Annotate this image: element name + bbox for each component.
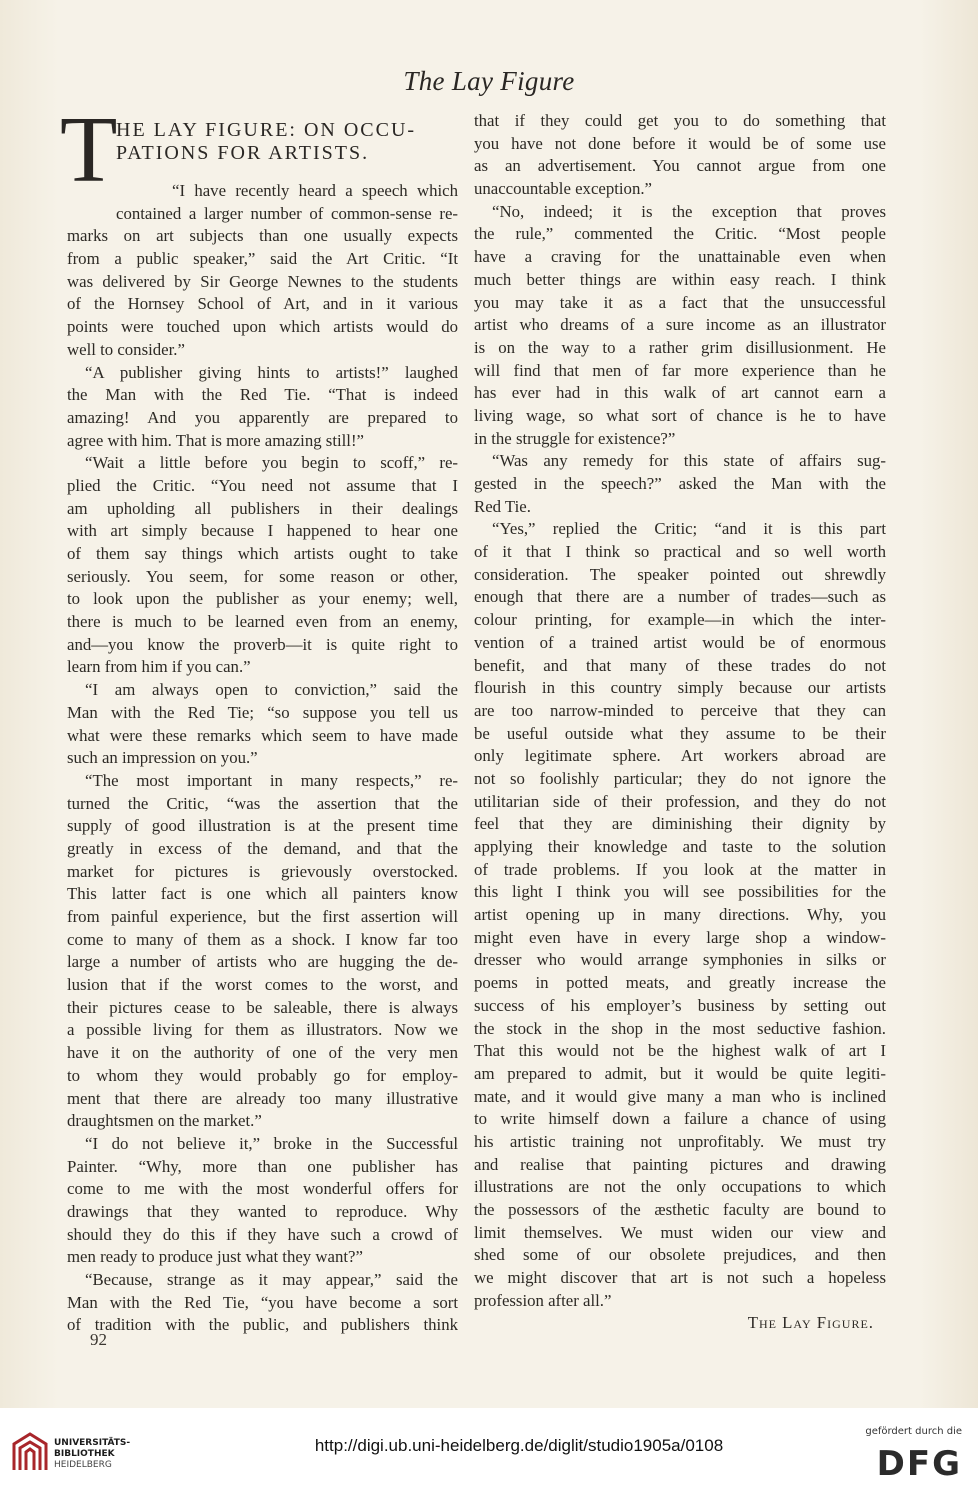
text-line: feel that they are diminishing their dignity by [474, 814, 886, 834]
text-line: a possible living for them as illustrators. Now we [67, 1020, 458, 1040]
text-line: shed some of our obsolete prejudices, and then [474, 1245, 886, 1265]
text-line: this light I think you will see possibilities for the [474, 882, 886, 902]
text-line: with art simply because I happened to hear one [67, 521, 458, 541]
text-line: much better things are within easy reach. I think [474, 269, 886, 289]
text-line: artist opening up in many directions. Why, you [474, 905, 886, 925]
text-line: amazing! And you apparently are prepared to [67, 407, 458, 427]
library-name-line-1: UNIVERSITÄTS- [54, 1438, 131, 1448]
right-column-text [474, 110, 886, 1312]
text-line: come to many of them as a shock. I know far too [67, 929, 458, 949]
text-line: Painter. “Why, more than one publisher has [67, 1156, 458, 1176]
text-line: the stock in the shop in the most seductive fashion. [474, 1018, 886, 1038]
text-line: am upholding all publishers in their dealings [67, 498, 458, 518]
text-line: from painful experience, but the first assertion will [67, 907, 458, 926]
text-line: has ever had in this walk of art cannot earn a [474, 383, 886, 403]
text-line: applying their knowledge and taste to the solution [474, 837, 886, 856]
text-line: Man with the Red Tie; “so suppose you tell us [67, 702, 458, 722]
text-line: dresser who would arrange symphonies in silks or [474, 950, 886, 970]
text-line: supply of good illustration is at the present time [67, 816, 458, 836]
text-line: will find that men of far more experience than he [474, 360, 886, 380]
text-line: benefit, and that many of these trades do not [474, 655, 886, 675]
text-line: lusion that if the worst comes to the worst, and [67, 975, 458, 995]
text-line: greatly in excess of the demand, and that the [67, 838, 458, 858]
footer-bar [0, 1408, 978, 1492]
text-line: well to consider.” [67, 339, 185, 359]
text-line: might even have in every large shop a window- [474, 927, 886, 947]
text-line: is on the way to a rather grim disillusionment. He [474, 337, 886, 357]
signature: The Lay Figure. [747, 1313, 874, 1333]
right-column [474, 110, 886, 1335]
text-line: to whom they would probably go for employ- [67, 1065, 458, 1085]
text-line: from a public speaker,” said the Art Critic. “It [67, 249, 458, 269]
text-line: learn from him if you can.” [67, 657, 251, 677]
title-line-2: PATIONS FOR ARTISTS. [116, 142, 370, 164]
text-line: have it on the authority of one of the very men [67, 1043, 458, 1063]
text-line: living wage, so what sort of chance is he to have [474, 405, 886, 425]
text-line: be useful outside what they assume to be their [474, 723, 886, 743]
text-line: “Was any remedy for this state of affairs sug- [492, 451, 886, 471]
text-line: not so foolishly particular; they do not ignore the [474, 768, 886, 788]
text-line: limit themselves. We must widen our view and [474, 1222, 886, 1242]
text-line: you may take it as a fact that the unsuccessful [474, 292, 886, 312]
text-line: to look upon the publisher as your enemy; well, [67, 589, 458, 609]
text-line: colour printing, for example—in which the inter- [474, 610, 886, 630]
text-line: only legitimate sphere. Art workers abroad are [474, 746, 886, 766]
library-name-line-2: BIBLIOTHEK [54, 1449, 115, 1459]
text-line: in the struggle for existence?” [474, 428, 676, 448]
text-line: mate, and it would give many a man who is inclined [474, 1086, 886, 1106]
text-line: “I have recently heard a speech which [172, 181, 458, 200]
text-line: “A publisher giving hints to artists!” laughed [85, 362, 458, 382]
text-line: points were touched upon which artists would do [67, 317, 458, 337]
text-line: “Wait a little before you begin to scoff,” re- [85, 453, 458, 473]
text-line: of trade problems. If you look at the matter in [474, 859, 886, 879]
text-line: men ready to produce just what they want?” [67, 1247, 363, 1267]
left-column-text [67, 180, 458, 1337]
dfg-logo: DFG [876, 1444, 962, 1484]
text-line: unaccountable exception.” [474, 179, 652, 199]
left-column [60, 98, 458, 1337]
text-line: of tradition with the public, and publishers think [67, 1315, 458, 1335]
text-line: flourish in this country simply because our artists [474, 678, 886, 698]
text-line: the possessors of the æsthetic faculty are bound to [474, 1200, 886, 1219]
text-line: vention of a trained artist would be of enormous [474, 632, 886, 652]
text-line: “Yes,” replied the Critic; “and it is this part [492, 519, 886, 539]
text-line: large a number of artists who are hugging the de- [67, 952, 458, 972]
text-line: are too narrow-minded to perceive that they can [474, 700, 886, 720]
text-line: enough that there are a number of trades—such as [474, 587, 886, 607]
text-line: seriously. You seem, for some reason or other, [67, 566, 458, 586]
text-line: “The most important in many respects,” re- [85, 770, 458, 790]
text-line: gested in the speech?” asked the Man with the [474, 474, 886, 493]
text-line: of the Hornsey School of Art, and in it various [67, 294, 458, 314]
text-line: marks on art subjects than one usually expects [67, 226, 458, 246]
text-line: “I am always open to conviction,” said the [85, 680, 458, 700]
text-line: illustrations are not the only occupations to which [474, 1177, 886, 1197]
text-line: Red Tie. [474, 496, 531, 516]
text-line: “No, indeed; it is the exception that proves [492, 201, 886, 221]
text-line: what were these remarks which seem to have made [67, 725, 458, 745]
text-line: success of his employer’s business by setting out [474, 995, 886, 1015]
text-line: was delivered by Sir George Newnes to the students [67, 271, 458, 291]
text-line: artist who dreams of a sure income as an illustrator [474, 315, 886, 335]
text-line: draughtsmen on the market.” [67, 1111, 262, 1131]
text-line: and realise that painting pictures and drawing [474, 1154, 886, 1174]
text-line: come to me with the most wonderful offers for [67, 1179, 458, 1199]
text-line: to write himself down a failure a chance of using [474, 1109, 886, 1129]
text-line: should they do this if they have such a crowd of [67, 1224, 458, 1244]
text-line: ment that there are already too many illustrative [67, 1088, 458, 1108]
title-line-1: HE LAY FIGURE: ON OCCU- [116, 119, 417, 141]
text-line: plied the Critic. “You need not assume that I [67, 475, 458, 495]
text-line: “Because, strange as it may appear,” said the [85, 1270, 458, 1289]
text-line: we might discover that art is not such a hopeless [474, 1268, 886, 1288]
text-line: his artistic training not unprofitably. We must try [474, 1131, 886, 1151]
text-line: have a craving for the unattainable even when [474, 247, 886, 267]
text-line: as an advertisement. You cannot argue from one [474, 156, 886, 176]
text-line: the rule,” commented the Critic. “Most people [474, 224, 886, 244]
permalink-text[interactable]: http://digi.ub.uni-heidelberg.de/diglit/studio1905a/0108 [314, 1436, 724, 1455]
text-line: the Man with the Red Tie. “That is indeed [67, 385, 458, 405]
text-line: consideration. The speaker pointed out shrewdly [474, 564, 886, 584]
running-head: The Lay Figure [403, 66, 575, 96]
text-line: such an impression on you.” [67, 748, 258, 768]
funding-note: gefördert durch die [865, 1426, 962, 1437]
text-line: turned the Critic, “was the assertion that the [67, 793, 458, 813]
text-line: utilitarian side of their profession, and they do not [474, 791, 886, 811]
text-line: that if they could get you to do something that [474, 111, 886, 130]
text-line: poems in potted meats, and greatly increase the [474, 973, 886, 993]
page-number: 92 [90, 1330, 107, 1349]
text-line: Man with the Red Tie, “you have become a sort [67, 1292, 458, 1312]
text-line: This latter fact is one which all painters know [67, 884, 458, 904]
text-line: agree with him. That is more amazing still!” [67, 430, 365, 450]
text-line: you have not done before it would be of some use [474, 133, 886, 153]
text-line: That this would not be the highest walk of art I [474, 1041, 886, 1061]
library-name-line-3: HEIDELBERG [54, 1460, 112, 1470]
text-line: and—you know the proverb—it is quite right to [67, 634, 458, 654]
text-line: their pictures cease to be saleable, there is always [67, 997, 458, 1017]
permalink[interactable] [0, 1436, 978, 1456]
text-line: “I do not believe it,” broke in the Successful [85, 1133, 458, 1153]
text-line: drawings that they wanted to reproduce. Why [67, 1201, 458, 1221]
text-line: market for pictures is grievously overstocked. [67, 861, 458, 881]
text-line: of them say things which artists ought to take [67, 544, 458, 563]
text-line: profession after all.” [474, 1290, 612, 1310]
text-line: of it that I think so practical and so well worth [474, 542, 886, 562]
text-line: there is much to be learned even from an enemy, [67, 612, 458, 632]
text-line: am prepared to admit, but it would be quite legiti- [474, 1063, 886, 1083]
drop-cap: T [60, 98, 118, 202]
text-line: contained a larger number of common-sense re- [116, 203, 458, 223]
